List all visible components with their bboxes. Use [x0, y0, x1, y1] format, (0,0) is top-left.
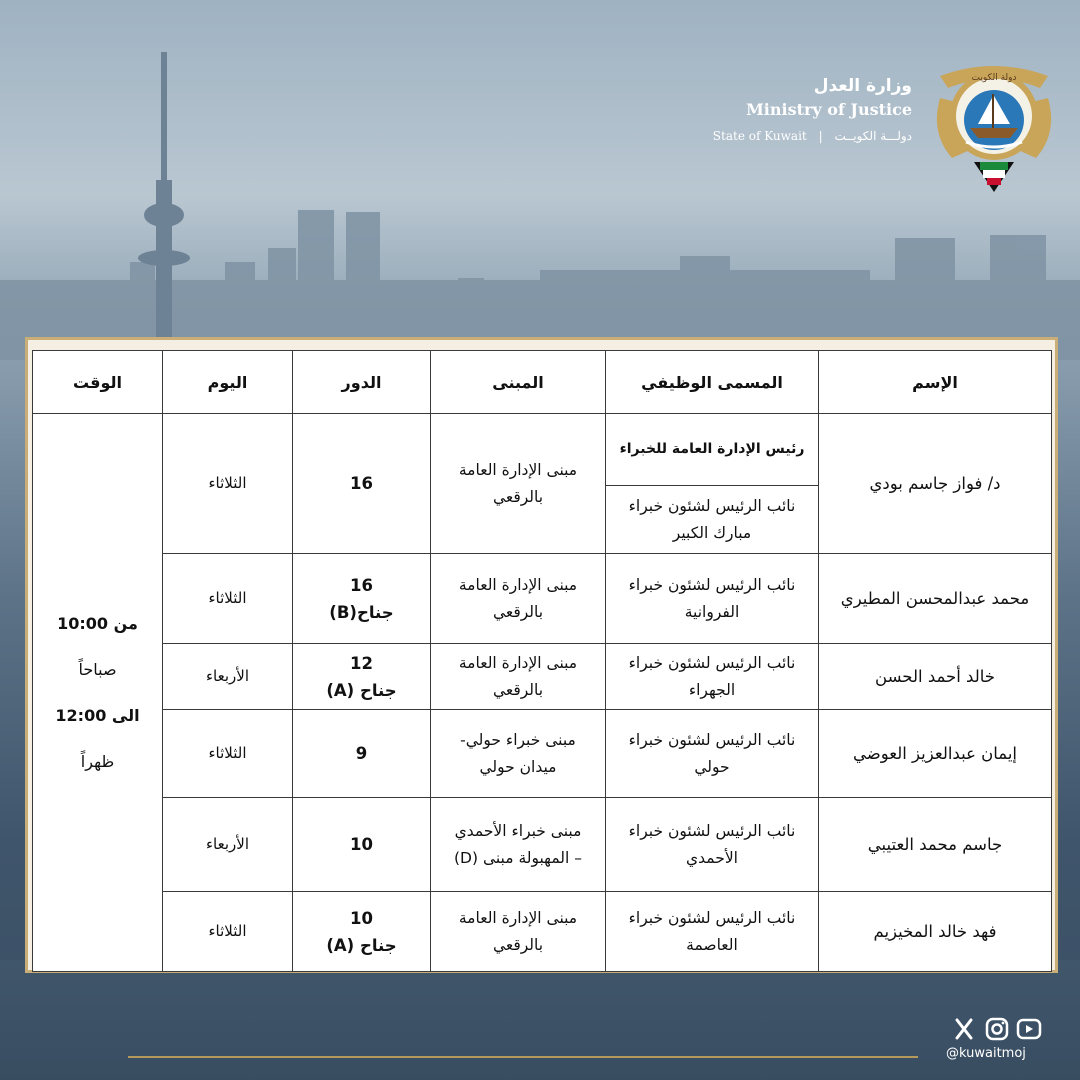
table-row	[33, 798, 1052, 892]
cell-title-main: رئيس الإدارة العامة للخبراء	[606, 414, 819, 486]
header-name: الإسم	[819, 351, 1052, 414]
cell-time	[33, 414, 163, 972]
city-skyline-background	[0, 0, 1080, 360]
cell-name: جاسم محمد العتيبي	[819, 798, 1052, 892]
instagram-icon[interactable]	[987, 1019, 1007, 1039]
emblem-text: دولة الكويت	[971, 73, 1017, 83]
youtube-icon[interactable]	[1018, 1020, 1040, 1038]
kuwait-emblem-icon	[930, 58, 1058, 198]
header-day: اليوم	[163, 351, 293, 414]
table-row	[33, 554, 1052, 644]
time-end-period: ظهراً	[80, 751, 115, 771]
schedule-panel	[25, 337, 1058, 973]
cell-floor: 9	[293, 710, 431, 798]
ministry-name-english: Ministry of Justice	[746, 100, 912, 119]
cell-title: نائب الرئيس لشئون خبراء الأحمدي	[606, 798, 819, 892]
time-end: الى 12:00	[55, 705, 140, 725]
table-row	[33, 414, 1052, 486]
social-handle[interactable]: @kuwaitmoj	[946, 1046, 1026, 1061]
schedule-table	[32, 350, 1052, 972]
cell-day: الثلاثاء	[163, 710, 293, 798]
cell-day: الثلاثاء	[163, 892, 293, 972]
cell-floor: 16	[293, 414, 431, 554]
cell-name: د/ فواز جاسم بودي	[819, 414, 1052, 554]
time-start: من 10:00	[57, 613, 138, 633]
footer-divider	[128, 1056, 918, 1058]
table-header-row	[33, 351, 1052, 414]
cell-building: مبنى خبراء حولي- ميدان حولي	[431, 710, 606, 798]
cell-name: محمد عبدالمحسن المطيري	[819, 554, 1052, 644]
cell-floor: 12 جناح (A)	[293, 644, 431, 710]
cell-building: مبنى الإدارة العامة بالرقعي	[431, 892, 606, 972]
cell-day: الثلاثاء	[163, 414, 293, 554]
header-floor: الدور	[293, 351, 431, 414]
cell-name: خالد أحمد الحسن	[819, 644, 1052, 710]
state-separator: |	[818, 129, 823, 143]
cell-title: نائب الرئيس لشئون خبراء حولي	[606, 710, 819, 798]
cell-building: مبنى الإدارة العامة بالرقعي	[431, 644, 606, 710]
cell-name: إيمان عبدالعزيز العوضي	[819, 710, 1052, 798]
cell-day: الأربعاء	[163, 798, 293, 892]
social-icons	[954, 1015, 1044, 1043]
cell-building: مبنى الإدارة العامة بالرقعي	[431, 554, 606, 644]
cell-title: نائب الرئيس لشئون خبراء الفروانية	[606, 554, 819, 644]
cell-floor: 16 جناح(B)	[293, 554, 431, 644]
cell-building: مبنى خبراء الأحمدي – المهبولة مبنى (D)	[431, 798, 606, 892]
table-row	[33, 710, 1052, 798]
bottom-background	[0, 960, 1080, 1080]
header-building: المبنى	[431, 351, 606, 414]
state-arabic: دولـــة الكويــت	[834, 129, 912, 143]
header-time: الوقت	[33, 351, 163, 414]
ministry-header	[713, 74, 912, 146]
cell-title: نائب الرئيس لشئون خبراء الجهراء	[606, 644, 819, 710]
cell-floor: 10 جناح (A)	[293, 892, 431, 972]
cell-floor: 10	[293, 798, 431, 892]
cell-title: نائب الرئيس لشئون خبراء العاصمة	[606, 892, 819, 972]
cell-day: الأربعاء	[163, 644, 293, 710]
cell-building: مبنى الإدارة العامة بالرقعي	[431, 414, 606, 554]
cell-title-sub: نائب الرئيس لشئون خبراء مبارك الكبير	[606, 486, 819, 554]
cell-name: فهد خالد المخيزيم	[819, 892, 1052, 972]
state-english: State of Kuwait	[712, 129, 807, 143]
header-title: المسمى الوظيفي	[606, 351, 819, 414]
x-icon[interactable]	[957, 1020, 971, 1038]
table-row	[33, 644, 1052, 710]
ministry-name-arabic: وزارة العدل	[813, 76, 912, 96]
time-start-period: صباحاً	[78, 659, 117, 679]
cell-day: الثلاثاء	[163, 554, 293, 644]
state-line	[713, 126, 912, 146]
table-row	[33, 892, 1052, 972]
